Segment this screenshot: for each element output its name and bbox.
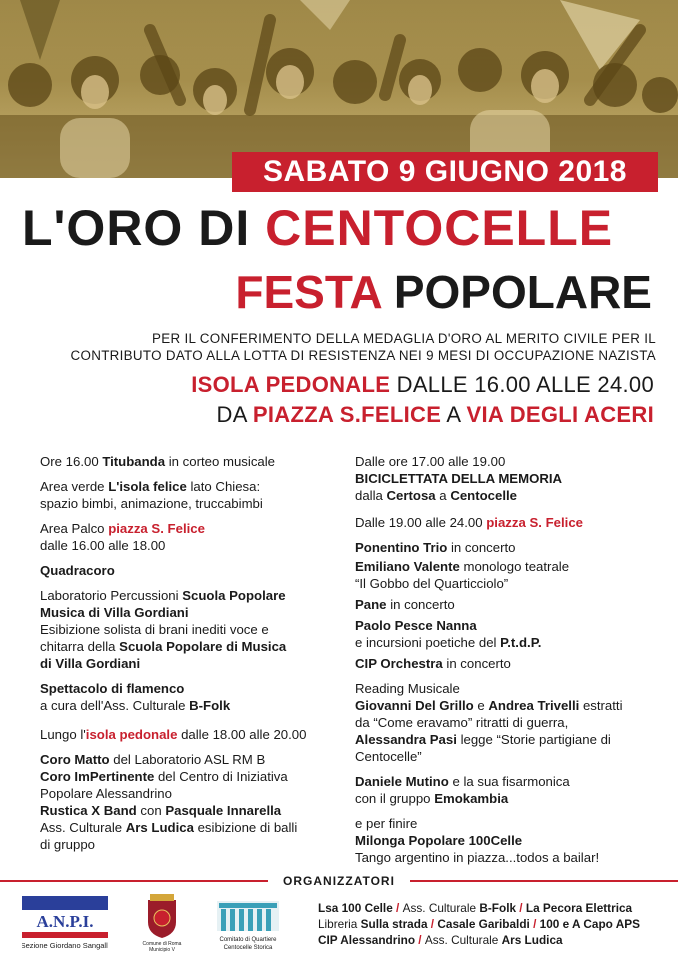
program-item: Coro Matto del Laboratorio ASL RM B <box>40 752 266 767</box>
program-item-detail: Esibizione solista di brani inediti voce e <box>40 622 269 637</box>
location-route <box>217 402 654 428</box>
program-item: Rustica X Band con Pasquale Innarella <box>40 803 282 818</box>
main-title <box>22 196 613 260</box>
occasion-text <box>20 330 656 364</box>
program-item-detail: dalle 16.00 alle 18.00 <box>40 538 166 553</box>
isola-pedonale-label: ISOLA PEDONALE <box>191 372 391 397</box>
program-item: Lungo l'isola pedonale dalle 18.00 alle 20.00 <box>40 727 307 742</box>
program-item-detail: spazio bimbi, animazione, truccabimbi <box>40 496 263 511</box>
program-item-detail: con il gruppo Emokambia <box>355 791 509 806</box>
program-item: Reading Musicale <box>355 681 460 696</box>
route-start: PIAZZA S.FELICE <box>252 402 442 427</box>
program-item: Daniele Mutino e la sua fisarmonica <box>355 774 570 789</box>
program-item-detail: Centocelle” <box>355 749 422 764</box>
location-hours <box>191 372 654 398</box>
program-left-column <box>40 453 340 853</box>
occasion-line-1: PER IL CONFERIMENTO DELLA MEDAGLIA D'ORO AL MERITO CIVILE PER IL <box>152 331 656 346</box>
program-item-title: Milonga Popolare 100Celle <box>355 833 523 848</box>
event-date-banner: SABATO 9 GIUGNO 2018 <box>232 152 658 192</box>
program-item-detail: a cura dell'Ass. Culturale B-Folk <box>40 698 231 713</box>
program-item-detail: Tango argentino in piazza...todos a bailar! <box>355 850 600 865</box>
comitato-quartiere-logo <box>213 895 283 951</box>
title-popolare: POPOLARE <box>381 266 652 318</box>
program-item: Ore 16.00 Titubanda in corteo musicale <box>40 454 276 469</box>
anpi-logo <box>22 896 108 950</box>
cdq-logo-subtext: Centocelle Storica <box>223 945 273 951</box>
program-item: Ass. Culturale Ars Ludica esibizione di balli <box>40 820 298 835</box>
anpi-logo-text: A.N.P.I. <box>36 912 94 931</box>
program-item: Area Palco piazza S. Felice <box>40 521 205 536</box>
roma-logo-subtext: Municipio V <box>149 947 175 952</box>
comune-roma-logo <box>140 892 184 952</box>
organizers-list <box>318 900 670 948</box>
cdq-logo-text: Comitato di Quartiere <box>219 937 277 943</box>
roma-logo-text: Comune di Roma <box>142 941 182 947</box>
program-item: Quadracoro <box>40 563 115 578</box>
title-centocelle: CENTOCELLE <box>265 200 614 256</box>
program-item: Pane in concerto <box>355 597 455 612</box>
program-item: Dalle 19.00 alle 24.00 piazza S. Felice <box>355 515 583 530</box>
hours-text: DALLE 16.00 ALLE 24.00 <box>390 372 654 397</box>
program-item-detail: “Il Gobbo del Quarticciolo” <box>355 576 509 591</box>
program-item-title: BICICLETTATA DELLA MEMORIA <box>355 471 563 486</box>
program-item-detail: di gruppo <box>40 837 95 852</box>
title-prefix: L'ORO DI <box>22 200 266 256</box>
divider-right <box>410 880 678 882</box>
program-item: Emiliano Valente monologo teatrale <box>355 559 570 574</box>
program-item: Area verde L'isola felice lato Chiesa: <box>40 479 261 494</box>
program-item-detail: e incursioni poetiche del P.t.d.P. <box>355 635 542 650</box>
anpi-logo-subtext: Sezione Giordano Sangalli <box>22 941 108 950</box>
program-item-detail: chitarra della Scuola Popolare di Musica <box>40 639 287 654</box>
organizers-line: Lsa 100 Celle / Ass. Culturale B-Folk / La Pecora Elettrica <box>318 901 633 915</box>
program-item: CIP Orchestra in concerto <box>355 656 511 671</box>
program-item: Spettacolo di flamenco <box>40 681 185 696</box>
program-item-detail: Popolare Alessandrino <box>40 786 172 801</box>
sub-title <box>235 262 652 322</box>
program-item: e per finire <box>355 816 418 831</box>
program-item-detail: da “Come eravamo” ritratti di guerra, <box>355 715 569 730</box>
organizers-line: Libreria Sulla strada / Casale Garibaldi / 100 e A Capo APS <box>318 917 640 931</box>
program-item-detail: Musica di Villa Gordiani <box>40 605 189 620</box>
program-item-detail: Alessandra Pasi legge “Storie partigiane di <box>355 732 611 747</box>
occasion-line-2: CONTRIBUTO DATO ALLA LOTTA DI RESISTENZA NEI 9 MESI DI OCCUPAZIONE NAZISTA <box>70 348 656 363</box>
title-festa: FESTA <box>235 266 382 318</box>
program-item: Coro ImPertinente del Centro di Iniziativa <box>40 769 288 784</box>
program-item-detail: di Villa Gordiani <box>40 656 141 671</box>
organizers-heading: ORGANIZZATORI <box>283 874 395 888</box>
organizers-line: CIP Alessandrino / Ass. Culturale Ars Ludica <box>318 933 563 947</box>
program-item: Paolo Pesce Nanna <box>355 618 477 633</box>
program-item-detail: dalla Certosa a Centocelle <box>355 488 518 503</box>
route-da: DA <box>216 402 253 427</box>
program-item: Ponentino Trio in concerto <box>355 540 516 555</box>
program-item: Dalle ore 17.00 alle 19.00 <box>355 454 506 469</box>
program-item: Laboratorio Percussioni Scuola Popolare <box>40 588 286 603</box>
program-item-detail: Giovanni Del Grillo e Andrea Trivelli estratti <box>355 698 623 713</box>
route-end: VIA DEGLI ACERI <box>466 402 654 427</box>
program-right-column <box>355 453 660 866</box>
route-a: A <box>441 402 467 427</box>
